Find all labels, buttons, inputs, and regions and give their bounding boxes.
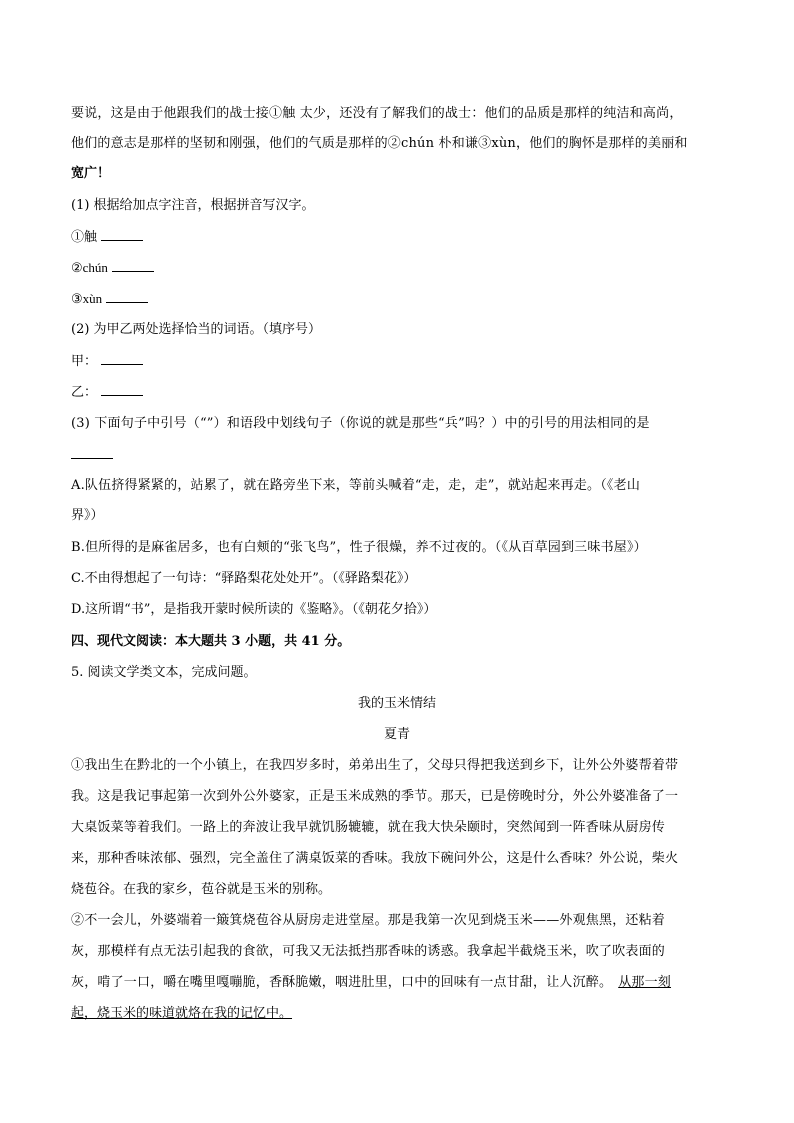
paragraph-text: 灰，啃了一口，嚼在嘴里嘎嘣脆，香酥脆嫩，咽进肚里，口中的回味有一点甘甜，让人沉醉。 xyxy=(71,975,613,990)
paragraph-line: 来，那种香味浓郁、强烈，完全盖住了满桌饭菜的香味。我放下碗问外公，这是什么香味？外公说，柴火 xyxy=(71,851,679,866)
answer-row-1 xyxy=(71,228,143,248)
paragraph-line: ①我出生在黔北的一个小镇上，在我四岁多时，弟弟出生了，父母只得把我送到乡下，让外公外婆帮着带 xyxy=(71,758,679,773)
article-title: 我的玉米情结 xyxy=(357,696,436,711)
answer-row-q3 xyxy=(71,444,113,466)
passage-line: 宽广！ xyxy=(71,166,111,181)
answer-label: 乙： xyxy=(71,385,98,400)
question-2: (2) 为甲乙两处选择恰当的词语。（填序号） xyxy=(71,322,322,337)
answer-blank[interactable] xyxy=(101,383,143,396)
article-author: 夏青 xyxy=(383,727,410,742)
answer-row-3 xyxy=(71,289,148,310)
option-c: C.不由得想起了一句诗：“驿路梨花处处开”。（《驿路梨花》） xyxy=(71,571,417,586)
answer-label: ③xùn xyxy=(71,291,103,306)
answer-blank[interactable] xyxy=(101,228,143,241)
answer-label: ②chún xyxy=(71,260,108,275)
paragraph-line xyxy=(71,1004,292,1024)
answer-row-yi xyxy=(71,383,143,403)
paragraph-line: ②不一会儿，外婆端着一簸箕烧苞谷从厨房走进堂屋。那是我第一次见到烧玉米——外观焦黑，还粘着 xyxy=(71,913,666,928)
option-a: A.队伍挤得紧紧的，站累了，就在路旁坐下来，等前头喊着“走，走，走”，就站起来再走。（《老山 xyxy=(71,478,641,493)
underlined-sentence: 起，烧玉米的味道就烙在我的记忆中。 xyxy=(71,1006,293,1021)
paragraph-line: 烧苞谷。在我的家乡，苞谷就是玉米的别称。 xyxy=(71,882,332,897)
answer-row-jia xyxy=(71,352,143,372)
answer-blank[interactable] xyxy=(106,290,148,303)
answer-blank[interactable] xyxy=(101,352,143,365)
answer-blank[interactable] xyxy=(71,444,113,459)
answer-label: ①触 xyxy=(71,230,98,245)
answer-blank[interactable] xyxy=(112,259,154,272)
question-5: 5. 阅读文学类文本，完成问题。 xyxy=(71,665,257,680)
option-a-cont: 界》） xyxy=(71,508,104,523)
paragraph-line: 灰，那模样有点无法引起我的食欲，可我又无法抵挡那香味的诱惑。我拿起半截烧玉米，吹了吹表面的 xyxy=(71,944,666,959)
paragraph-line xyxy=(71,973,671,993)
answer-label: 甲： xyxy=(71,354,98,369)
underlined-sentence: 从那一刻 xyxy=(618,975,672,990)
paragraph-line: 我。这是我记事起第一次到外公外婆家，正是玉米成熟的季节。那天，已是傍晚时分，外公外婆准备了一 xyxy=(71,789,679,804)
passage-line: 要说，这是由于他跟我们的战士接①触 太少，还没有了解我们的战士：他们的品质是那样的纯洁和高尚， xyxy=(71,106,683,121)
answer-row-2 xyxy=(71,258,154,279)
question-3: (3) 下面句子中引号（“”）和语段中划线句子（你说的就是那些“兵”吗？）中的引号的用法相同的是 xyxy=(71,416,650,431)
question-1: (1) 根据给加点字注音，根据拼音写汉字。 xyxy=(71,198,315,213)
passage-line: 他们的意志是那样的坚韧和刚强，他们的气质是那样的②chún 朴和谦③xùn，他们的胸怀是那样的美丽和 xyxy=(71,136,688,151)
option-b: B.但所得的是麻雀居多，也有白颊的“张飞鸟”，性子很燥，养不过夜的。（《从百草园到三味书屋》） xyxy=(71,540,647,555)
section-heading: 四、现代文阅读：本大题共 3 小题，共 41 分。 xyxy=(71,634,351,649)
option-d: D.这所谓“书”，是指我开蒙时候所读的《鉴略》。（《朝花夕拾》） xyxy=(71,602,437,617)
paragraph-line: 大桌饭菜等着我们。一路上的奔波让我早就饥肠辘辘，就在我大快朵颐时，突然闻到一阵香味从厨房传 xyxy=(71,820,666,835)
